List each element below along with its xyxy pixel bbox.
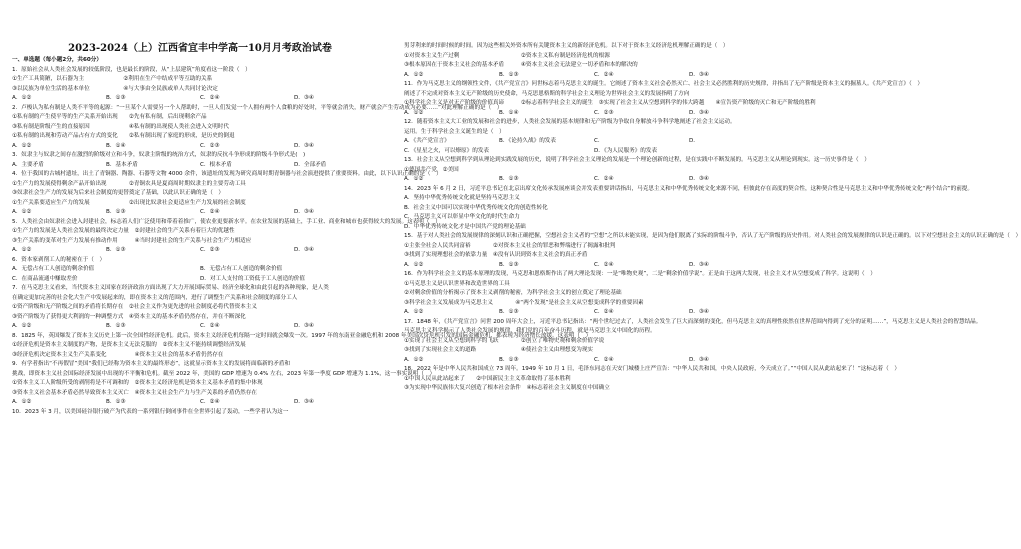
question-line: ②对剩余价值的分析揭示了资本主义剥削的秘密，为科学社会主义的创立奠定了理论基础 [404, 290, 622, 296]
answer-option: B．①④ [106, 142, 126, 149]
answer-options [12, 208, 388, 218]
answer-options [404, 175, 784, 185]
question-line: ③找到了实现社会主义的道路 ④使社会主义由理想变为现实 [404, 347, 594, 353]
question-line: ①资本主义工人阶级所受的剥削将是不可调和的 ②资本主义经济危机是资本主义基本矛盾的集中体现 [12, 380, 263, 386]
question-line: ①私有制的出现和劳动产品占有方式的变化 ②私有制出现了家庭的形成，是历史的倒退 [12, 133, 235, 139]
question-line: ③科学社会主义发展成为马克思主义 ④“两个发现”是社会主义从空想变成科学的重要因素 [404, 299, 644, 306]
answer-option: B．①③ [499, 176, 519, 182]
answer-option: D．《为人民服务》的发表 [594, 147, 658, 154]
question-line: ①生产力的发展是人类社会发展的最终决定力量 ②封建社会的生产关系有着巨大的优越性 [12, 228, 235, 234]
question-line: 12．随着资本主义大工业的发展和社会的进步，人类社会发展的基本规律和无产阶级为争取自身解放斗争科学地阐述了社会主义运动。 [404, 119, 736, 125]
question-line: ①生产工具简陋，以石器为主 ②利用在生产中结成平等互助的关系 [12, 76, 213, 82]
answer-option: D．③④ [294, 247, 314, 253]
question-line: A．坚持中华优秀传统文化就是坚持马克思主义 [404, 195, 520, 201]
question-line: ①马克思主义是认识世界和改造世界的工具 [404, 280, 510, 287]
answer-options [404, 147, 784, 157]
answer-options [404, 261, 784, 271]
answer-option: B．①④ [499, 109, 519, 116]
answer-option: A．①② [12, 142, 32, 149]
question-line: ③为实现中华民族伟大复兴创造了根本社会条件 ④标志着社会主义制度在中国确立 [404, 385, 610, 391]
answer-option: A．①② [404, 109, 424, 116]
answer-option: D．③④ [294, 95, 314, 101]
question-line: ①对资本主义生产过剩 ②资本主义私有制是经济危机的根源 [404, 52, 610, 59]
question-line: ③奴隶社会生产力的发展为后来社会制度的更替奠定了基础，以此认识正确的是（ ） [12, 190, 224, 196]
answer-options [12, 322, 388, 332]
answer-option: C．②③ [200, 247, 220, 253]
answer-option: C．②④ [594, 356, 614, 363]
answer-option: D．③④ [689, 176, 709, 182]
question-line: ①生产关系要适应生产力的发展 ②出现比奴隶社会更适应生产力发展的社会制度 [12, 199, 246, 206]
question-line: ③资本主义社会基本矛盾必然导致资本主义灭亡 ④资本主义社会生产力与生产关系的矛盾仍然存在 [12, 389, 257, 396]
answer-option: B．①③ [106, 323, 126, 329]
question-line: 马克思主义科学揭示了人类社会发展的规律，我们党的百年奋斗历程，就是马克思主义中国化的历程。 [404, 328, 656, 334]
question-line: D．中华优秀传统文化才是中国共产党的理论基础 [404, 223, 526, 230]
answer-option: A．《共产党宣言》 [404, 138, 450, 144]
answer-option: D．③④ [689, 109, 709, 116]
answer-option: A．①② [404, 71, 424, 78]
section-heading: 一、单选题（每小题2分，共60分） [12, 57, 102, 63]
answer-option: C．②④ [594, 176, 614, 182]
question-line: ①生产力的发展使得剩余产品开始出现 ②青铜农具是夏商周时期奴隶主的主要劳动工具 [12, 180, 246, 187]
answer-option: D． [689, 138, 699, 144]
question-line: ①主张全社会人民共同富裕 ②对资本主义社会的罪恶和弊端进行了揭露和批判 [404, 242, 616, 249]
question-line: ③资产阶级为了获得更大利润的一种调整方式 ④资本主义的基本矛盾仍然存在，并在不断深化 [12, 313, 246, 320]
answer-option: C．②④ [594, 71, 614, 78]
answer-option: A．①② [12, 247, 32, 253]
question-line: ①实现了社会主义从空想到科学的飞跃 ②创立了唯物史观和剩余价值学说 [404, 337, 605, 344]
question-line: 10．2023 年 3 月，以美国硅谷银行破产为代表的一系列银行倒闭事件在全世界引起了轰动，一些学者认为这一 [12, 408, 289, 415]
question-line: ①科学社会主义是对无产阶级的价值真谛 ②标志着科学社会主义的诞生 ③实现了社会主义从空想到科学的伟大跨越 ④宣告资产阶级的灭亡和无产阶级的胜利 [404, 100, 816, 106]
question-line: ①中国人民从此站起来了 ②中国新民主主义革命取得了基本胜利 [404, 375, 571, 382]
answer-option: C．②④ [200, 209, 220, 215]
answer-option: D．③④ [294, 209, 314, 215]
question-line: 运用。生于科学社会主义诞生的是（ ） [404, 128, 505, 135]
answer-options [12, 246, 388, 256]
answer-option: A．①② [12, 399, 32, 405]
question-line: 14．2023 年 6 月 2 日，习近平总书记在北京出席文化传承发展座谈会并发表重要讲话指出，马克思主义和中华优秀传统文化来源不同，但彼此存在高度的契合性，这种契合性是马克思主义和中华优秀传统文化“两个结合”的前提。 [404, 185, 973, 192]
answer-option: B．①③ [499, 261, 519, 268]
answer-option: A．①② [12, 209, 32, 215]
question-line: C．马克思主义可以彰显中华文化的时代生命力 [404, 214, 520, 220]
question-line: 9．有学者指出“不再假冒”美国“我们已经称为资本主义的最终形态”，这就显示资本主义的发展将面临新的矛盾和 [12, 361, 291, 367]
answer-option: D．③④ [689, 356, 709, 363]
question-line: ①私有制的产生使平等的生产关系开始出现 ②先有私有制，后出现剩余产品 [12, 114, 207, 120]
answer-option: D．③④ [294, 142, 314, 149]
answer-options [404, 71, 784, 81]
question-line: ③经济危机决定资本主义生产关系变化 ④资本主义社会的基本矛盾仍然存在 [12, 351, 224, 358]
answer-option: C．②③ [200, 142, 220, 149]
answer-option: B．基本矛盾 [106, 161, 138, 168]
answer-option: D．③④ [689, 261, 709, 268]
answer-options [404, 356, 784, 366]
answer-option: D．③④ [689, 71, 709, 78]
answer-option: A．主要矛盾 [12, 161, 44, 168]
answer-option: B．①③ [106, 209, 126, 215]
answer-option: C． [594, 138, 604, 144]
answer-option: C．②④ [200, 95, 220, 101]
question-line: 在确定更加完善的社会化大生产中发展起来的，即在资本主义的范围内，进行了调整生产关系和社会制度的部分工人 [12, 294, 298, 301]
question-line: 4．位于我国的古城村遗址，出土了青铜器、陶器、石器等文物 4000 余件，该遗址的发现为研究商周时期青铜器与社会演进提供了重要资料。由此，以下认识正确的是（ ） [12, 171, 442, 177]
question-line: ③找到了实现理想社会的依靠力量 ④没有认识到资本主义社会的真正矛盾 [404, 252, 588, 258]
answer-option: C．②④ [200, 399, 220, 405]
question-line: 3．奴隶主与奴隶之间存在激烈的阶级对立和斗争，奴隶主阶级的统治方式，奴隶的反抗斗争形成的阶级斗争形式是( ) [12, 152, 306, 158]
question-line: 6．资本家剥削工人的秘密在于（ ） [12, 256, 106, 263]
answer-option: B．无偿占有工人创造的剩余价值 [200, 266, 283, 272]
answer-option: B．①③ [106, 95, 126, 101]
answer-option: A．①② [404, 356, 424, 363]
answer-option: C．根本矛盾 [200, 161, 232, 168]
exam-title: 2023-2024（上）江西省宜丰中学高一10月月考政治试卷 [68, 43, 332, 54]
question-line: 11．作为马克思主义的纲领性文件，《共产党宣言》问世标志着马克思主义的诞生。它阐述了资本主义社会必然灭亡、社会主义必然胜利的历史规律，并指出了无产阶级是资本主义的掘墓人。《共产党宣言》（ ） [404, 81, 923, 87]
question-line: 5．人类社会由奴隶社会进入封建社会，标志着人们广泛使用和带着着推广，使农业更要新水平。在农业发展的基础上，手工业、商业和城市也获得较大的发展。这表明（ ） [12, 218, 441, 225]
answer-option: C．《星星之火，可以燎原》的发表 [404, 147, 490, 154]
answer-options [404, 308, 784, 318]
right-column-content [404, 42, 1021, 394]
answer-option: C．②④ [200, 323, 220, 329]
answer-option: A．①② [12, 323, 32, 329]
question-line: 16．作为科学社会主义的基本原理的发现，马克思和恩格斯作出了两大理论发现：一是“唯物史观”，二是“剩余价值学说”。正是由于这两大发现，社会主义才从空想变成了科学。这说明（ ） [404, 271, 876, 277]
answer-options [12, 142, 388, 152]
question-line: ①经济危机是资本主义制度的产物，是资本主义无法克服的 ②资本主义不能持续调整经济发展 [12, 342, 246, 348]
answer-options [12, 94, 388, 104]
answer-option: A．无偿占有工人创造的剩余价值 [12, 266, 95, 272]
question-line: ①资产阶级和无产阶级之间的矛盾将长期存在 ②社会主义作为更先进的社会制度必将代替资本主义 [12, 304, 257, 310]
answer-option: D．对工人支付的工资低于工人创造的价值 [200, 275, 305, 282]
question-line: ③私有制是阶级产生的直接原因 ④私有制的出现使人类社会进入文明时代 [12, 123, 229, 130]
answer-option: A．①② [12, 95, 32, 101]
question-line: ③以民族为单位生活的基本单位 ④与大事由全民族或单人共同讨论决定 [12, 85, 218, 92]
question-line: 阐述了不完成对资本主义无产阶级的历史使命，马克思恩格斯的科学社会主义理论为世界社会主义的发展指明了方向 [404, 90, 690, 97]
question-line: B．社会主义中国可以实现中华优秀传统文化的创造性转化 [404, 204, 548, 211]
right-column [404, 42, 1021, 541]
answer-option: C．在商品流通中赚取差价 [12, 275, 78, 282]
answer-option: B．①③ [499, 356, 519, 363]
answer-options [404, 137, 784, 147]
answer-options [12, 398, 388, 408]
answer-options [12, 161, 388, 171]
answer-option: B．①③ [106, 247, 126, 253]
answer-options [404, 109, 784, 119]
answer-option: C．②④ [594, 261, 614, 268]
answer-option: D．③④ [294, 323, 314, 329]
question-line: 7．在马克思主义看来，当代资本主义国家在经济政治方面出现了大力开展国际贸易、经济全球化和由此引起的各种现象，是人类 [12, 285, 329, 291]
question-line: 13．社会主义从空想到科学到从理论到实践发展的历史，说明了科学社会主义理论的发展是一个理论创新的过程，是在实践中不断发展的。马克思主义从理论到现实。这一历史事件是（ ） [404, 157, 870, 163]
question-line: 2．卢梭认为私有制是人类不平等的起源：“一旦某个人需要另一个人帮助时，一旦人们发觉一个人拥有两个人食粮的好处时，平等就会消失，财产就会产生劳动成为必要……”对此理解正确的是（ ） [12, 104, 503, 111]
answer-option: B．《论持久战》的发表 [499, 138, 556, 144]
answer-option: D．③④ [689, 309, 709, 315]
answer-option: A．①② [404, 309, 424, 315]
question-line: 挑战，即资本主义社会国际经济发展中出现的不平衡和危机。截至 2022 年，美国的 GDP 增速为 0.4% 左右，2023 年第一季度 GDP 增速为 1.1%，这一事实说明（ ） [12, 370, 436, 377]
question-line: ③根本原因在于资本主义社会的基本矛盾 ④资本主义社会无法建立一切矛盾和本的解决的 [404, 62, 638, 68]
question-line: 15．基于对人类社会的发展规律的深刻认识和正确把握，空想社会主义者的“空想”之所以未能实现，是因为他们脱离了实际的阶级斗争，否认了无产阶级的历史作用。对人类社会的发展规律的认识是正确的。以下对空想社会主义的认识正确的是（ ） [404, 233, 1021, 239]
answer-option: B．①③ [499, 71, 519, 78]
answer-options [12, 265, 388, 275]
question-line: 17．1848 年，《共产党宣言》问世 200 周年大会上，习近平总书记指出：“两个世纪过去了，人类社会发生了巨大而深刻的变化，但马克思主义的真理性依然在世界范围内得到了充分的证明……”，马克思主义是人类社会的智慧结晶。 [404, 318, 982, 325]
question-line: 男芽利来的时间时候的时间。因为这些相关外资本所有关键资本主义的新经济危机。以下对于资本主义经济危机理解正确的是（ ） [404, 43, 729, 49]
answer-options [12, 275, 388, 285]
answer-option: D．③④ [294, 399, 314, 405]
question-line: 1．原始社会从人类社会发展的较低阶段，也是最长的阶段，从“上层建筑”角度看这一阶段（ ） [12, 66, 251, 73]
answer-option: C．②④ [594, 309, 614, 315]
answer-option: B．①③ [106, 399, 126, 405]
answer-option: B．①③ [499, 309, 519, 315]
question-line: ③生产关系的变革对生产力发展有推动作用 ④当时封建社会的生产关系与社会生产力相适应 [12, 237, 252, 244]
answer-option: A．①② [404, 176, 424, 182]
answer-option: D．全部矛盾 [294, 161, 327, 168]
answer-option: A．①② [404, 261, 424, 268]
question-line: 18．2022 年是中华人民共和国成立 73 周年。1949 年 10 月 1 日，毛泽东同志在天安门城楼上庄严宣告：“中华人民共和国，中央人民政府，今天成立了。”“中国人民从此站起来了！”这标志着（ ） [404, 366, 900, 372]
question-line: ①德国共产党 ②美国 [404, 166, 459, 173]
answer-option: C．②③ [594, 109, 614, 116]
question-line: 8．1825 年，英国爆发了资本主义历史上第一次全国性经济危机。此后，资本主义经济危机每隔一定时间就会爆发一次。1997 年的东南亚金融危机和 2008 年美国次贷危机引发的国际金融危机，都表现为经济增长放缓。这表明（ ） [12, 332, 592, 339]
